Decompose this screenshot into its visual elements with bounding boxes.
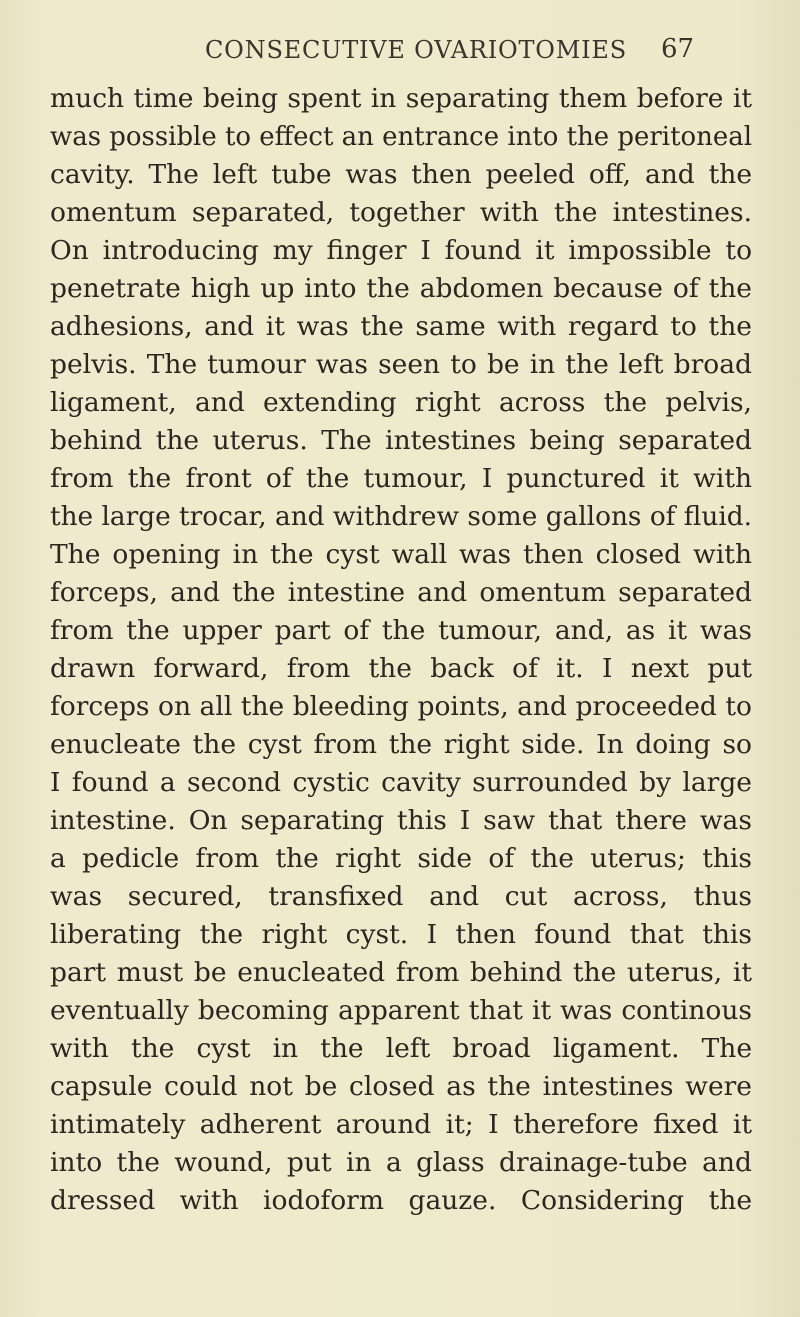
text-line [0, 840, 800, 878]
text-line-content: enucleate the cyst from the right side. In doing so [50, 729, 752, 760]
text-line [0, 726, 800, 764]
text-line [0, 954, 800, 992]
text-line-content: adhesions, and it was the same with regard to the [50, 311, 752, 342]
text-line [0, 650, 800, 688]
text-line-content: intimately adherent around it; I therefore fixed it [50, 1109, 752, 1140]
text-line-content: behind the uterus. The intestines being separated [50, 425, 753, 456]
text-line [0, 764, 800, 802]
text-line-content: forceps on all the bleeding points, and proceeded to [50, 691, 752, 722]
text-line-content: intestine. On separating this I saw that there was [50, 805, 752, 836]
text-line [0, 1106, 800, 1144]
text-line-content: a pedicle from the right side of the uterus; this [50, 843, 753, 874]
text-line [0, 1144, 800, 1182]
page-number: 67 [661, 34, 695, 64]
text-line [0, 612, 800, 650]
text-line [0, 232, 800, 270]
text-line [0, 574, 800, 612]
text-line [0, 498, 800, 536]
text-line [0, 460, 800, 498]
text-line [0, 156, 800, 194]
running-head [0, 30, 800, 70]
text-line-content: omentum separated, together with the intestines. [50, 197, 752, 228]
text-line [0, 346, 800, 384]
text-line-content: with the cyst in the left broad ligament. The [50, 1033, 752, 1064]
text-line-content: penetrate high up into the abdomen because of the [50, 273, 752, 304]
text-line [0, 802, 800, 840]
text-line [0, 878, 800, 916]
text-line-content: On introducing my finger I found it impossible to [50, 235, 753, 266]
text-line [0, 688, 800, 726]
text-line [0, 536, 800, 574]
text-line-content: part must be enucleated from behind the uterus, it [50, 957, 753, 988]
text-line-content: The opening in the cyst wall was then closed with [50, 539, 753, 570]
text-line-content: from the front of the tumour, I punctured it with [50, 463, 753, 494]
text-line [0, 384, 800, 422]
text-line [0, 270, 800, 308]
text-line [0, 80, 800, 118]
text-line [0, 1182, 800, 1220]
text-line [0, 992, 800, 1030]
running-title: CONSECUTIVE OVARIOTOMIES [205, 36, 627, 64]
text-line-content: capsule could not be closed as the intestines were [50, 1071, 752, 1102]
text-line-content: into the wound, put in a glass drainage-tube and [50, 1147, 752, 1178]
text-line [0, 118, 800, 156]
text-line-content: dressed with iodoform gauze. Considering the [50, 1185, 752, 1216]
text-line-content: from the upper part of the tumour, and, as it was [50, 615, 752, 646]
text-line-content: was possible to effect an entrance into the peritoneal [50, 121, 753, 152]
text-line-content: pelvis. The tumour was seen to be in the left broad [50, 349, 752, 380]
text-line [0, 308, 800, 346]
text-line-content: drawn forward, from the back of it. I next put [50, 653, 753, 684]
text-line-content: forceps, and the intestine and omentum separated [50, 577, 752, 608]
text-line [0, 194, 800, 232]
text-line-content: the large trocar, and withdrew some gallons of fluid. [50, 501, 753, 532]
text-line-content: ligament, and extending right across the pelvis, [50, 387, 752, 418]
text-line [0, 422, 800, 460]
text-line-content: eventually becoming apparent that it was continous [50, 995, 752, 1026]
text-line [0, 1068, 800, 1106]
text-line-content: was secured, transfixed and cut across, thus [50, 881, 752, 912]
text-line [0, 916, 800, 954]
text-line-content: liberating the right cyst. I then found that this [50, 919, 752, 950]
text-line-content: cavity. The left tube was then peeled off, and the [50, 159, 753, 190]
text-line [0, 1030, 800, 1068]
text-line-content: much time being spent in separating them before it [50, 83, 753, 114]
text-line-content: I found a second cystic cavity surrounded by large [50, 767, 752, 798]
